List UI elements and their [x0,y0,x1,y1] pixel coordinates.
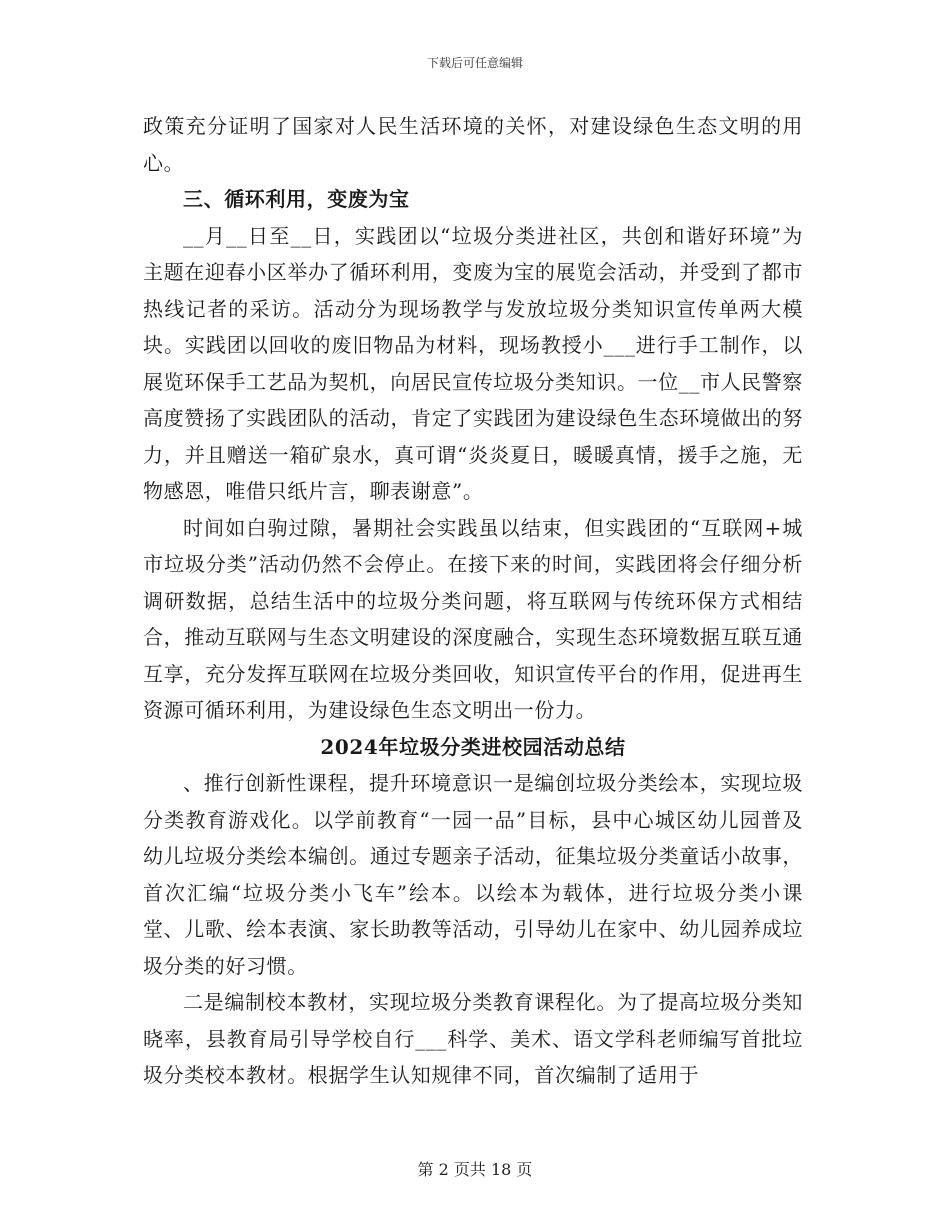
document-title: 2024年垃圾分类进校园活动总结 [320,734,626,759]
paragraph-continued: 政策充分证明了国家对人民生活环境的关怀，对建设绿色生态文明的用心。 [143,114,803,175]
section-heading: 三、循环利用，变废为宝 [183,187,410,211]
paragraph-curriculum-2: 二是编制校本教材，实现垃圾分类教育课程化。为了提高垃圾分类知晓率，县教育局引导学校自行___科学、美术、语文学科老师编写首批垃圾分类校本教材。根据学生认知规律不同，首次编制了适用于 [143,990,803,1087]
paragraph-exhibition: __月__日至__日，实践团以“垃圾分类进社区，共创和谐好环境”为主题在迎春小区举办了循环利用，变废为宝的展览会活动，并受到了都市热线记者的采访。活动分为现场教学与发放垃圾分类知识宣传单两大模块。实践团以回收的废旧物品为材料，现场教授小___进行手工制作，以展览环保手工艺品为契机，向居民宣传垃圾分类知识。一位__市人民警察高度赞扬了实践团队的活动，肯定了实践团为建设绿色生态环境做出的努力，并且赠送一箱矿泉水，真可谓“炎炎夏日，暖暖真情，援手之施，无物感恩，唯借只纸片言，聊表谢意”。 [143,223,803,503]
page-footer: 第 2 页共 18 页 [417,1160,533,1179]
page-header: 下载后可任意编辑 [426,56,523,70]
paragraph-curriculum-1: 、推行创新性课程，提升环境意识一是编创垃圾分类绘本，实现垃圾分类教育游戏化。以学前教育“一园一品”目标，县中心城区幼儿园普及幼儿垃圾分类绘本编创。通过专题亲子活动，征集垃圾分类童话小故事，首次汇编“垃圾分类小飞车”绘本。以绘本为载体，进行垃圾分类小课堂、儿歌、绘本表演、家长助教等活动，引导幼儿在家中、幼儿园养成垃圾分类的好习惯。 [143,771,803,978]
document-body [143,108,803,1094]
paragraph-conclusion: 时间如白驹过隙，暑期社会实践虽以结束，但实践团的“互联网+城市垃圾分类”活动仍然不会停止。在接下来的时间，实践团将会仔细分析调研数据，总结生活中的垃圾分类问题，将互联网与传统环保方式相结合，推动互联网与生态文明建设的深度融合，实现生态环境数据互联互通互享，充分发挥互联网在垃圾分类回收，知识宣传平台的作用，促进再生资源可循环利用，为建设绿色生态文明出一份力。 [143,515,803,722]
